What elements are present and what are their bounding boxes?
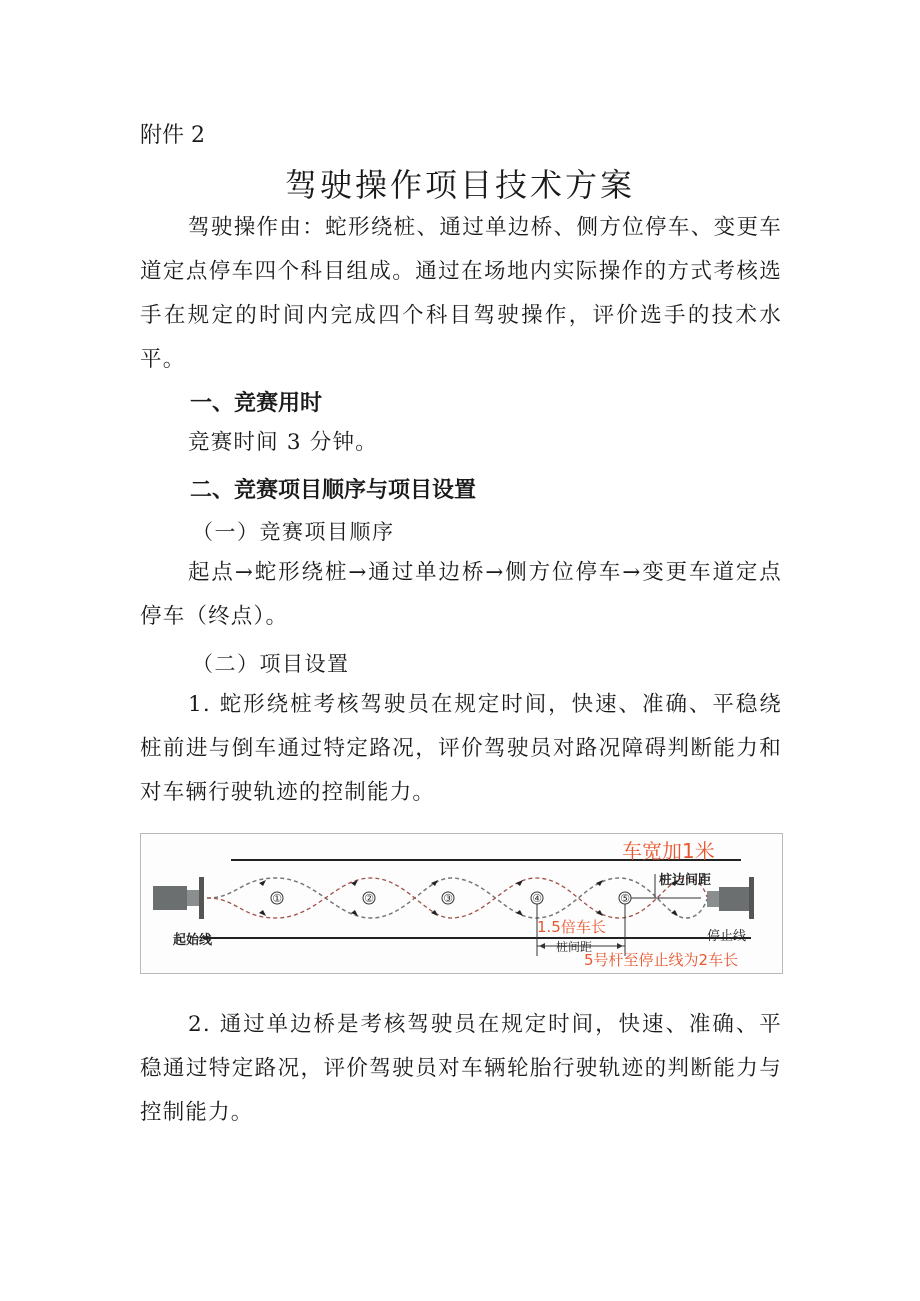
- stop-line-marker: [749, 877, 754, 919]
- stop-car-icon: [719, 887, 749, 911]
- pile-gap-label: 桩间距: [556, 940, 593, 954]
- stop-line-label: 停止线: [707, 929, 747, 944]
- start-line-marker: [199, 877, 204, 919]
- subsection-setup-heading: （二）项目设置: [192, 652, 350, 676]
- item2-paragraph: 2. 通过单边桥是考核驾驶员在规定时间，快速、准确、平稳通过特定路况，评价驾驶员对车辆轮胎行驶轨迹的判断能力与控制能力。: [140, 1012, 782, 1125]
- sequence-paragraph: 起点→蛇形绕桩→通过单边桥→侧方位停车→变更车道定点停车（终点）。: [140, 560, 782, 629]
- intro-paragraph: 驾驶操作由：蛇形绕桩、通过单边桥、侧方位停车、变更车道定点停车四个科目组成。通过在场地内实际操作的方式考核选手在规定的时间内完成四个科目驾驶操作，评价选手的技术水平。: [140, 215, 782, 372]
- section1-heading: 一、竞赛用时: [190, 391, 323, 416]
- page-title: 驾驶操作项目技术方案: [284, 166, 635, 204]
- annex-label: 附件 2: [140, 123, 205, 148]
- pile-3-label: ③: [443, 892, 453, 905]
- slalom-diagram: [140, 833, 783, 974]
- section2-heading: 二、竞赛项目顺序与项目设置: [190, 478, 477, 503]
- pile-side-label: 桩边间距: [659, 873, 712, 888]
- pile-2-label: ②: [364, 892, 374, 905]
- pile-1-label: ①: [272, 892, 282, 905]
- pile-4-label: ④: [532, 892, 542, 905]
- pile-2: [363, 892, 375, 905]
- last-pile-label: 5号杆至停止线为2车长: [584, 951, 739, 969]
- pile-5-label: ⑤: [620, 892, 630, 905]
- pile-3: [442, 892, 454, 905]
- start-car-icon: [153, 886, 187, 910]
- pile-5: [619, 892, 631, 905]
- item1-paragraph: 1. 蛇形绕桩考核驾驶员在规定时间，快速、准确、平稳绕桩前进与倒车通过特定路况，评价驾驶员对路况障碍判断能力和对车辆行驶轨迹的控制能力。: [140, 692, 782, 805]
- pile-1: [271, 892, 283, 905]
- width-label: 车宽加1米: [622, 839, 715, 863]
- pile-4: [531, 892, 543, 905]
- start-line-label: 起始线: [173, 933, 213, 948]
- car-length-label: 1.5倍车长: [537, 918, 606, 936]
- subsection-order-heading: （一）竞赛项目顺序: [192, 520, 395, 544]
- section1-body: 竞赛时间 3 分钟。: [188, 430, 378, 455]
